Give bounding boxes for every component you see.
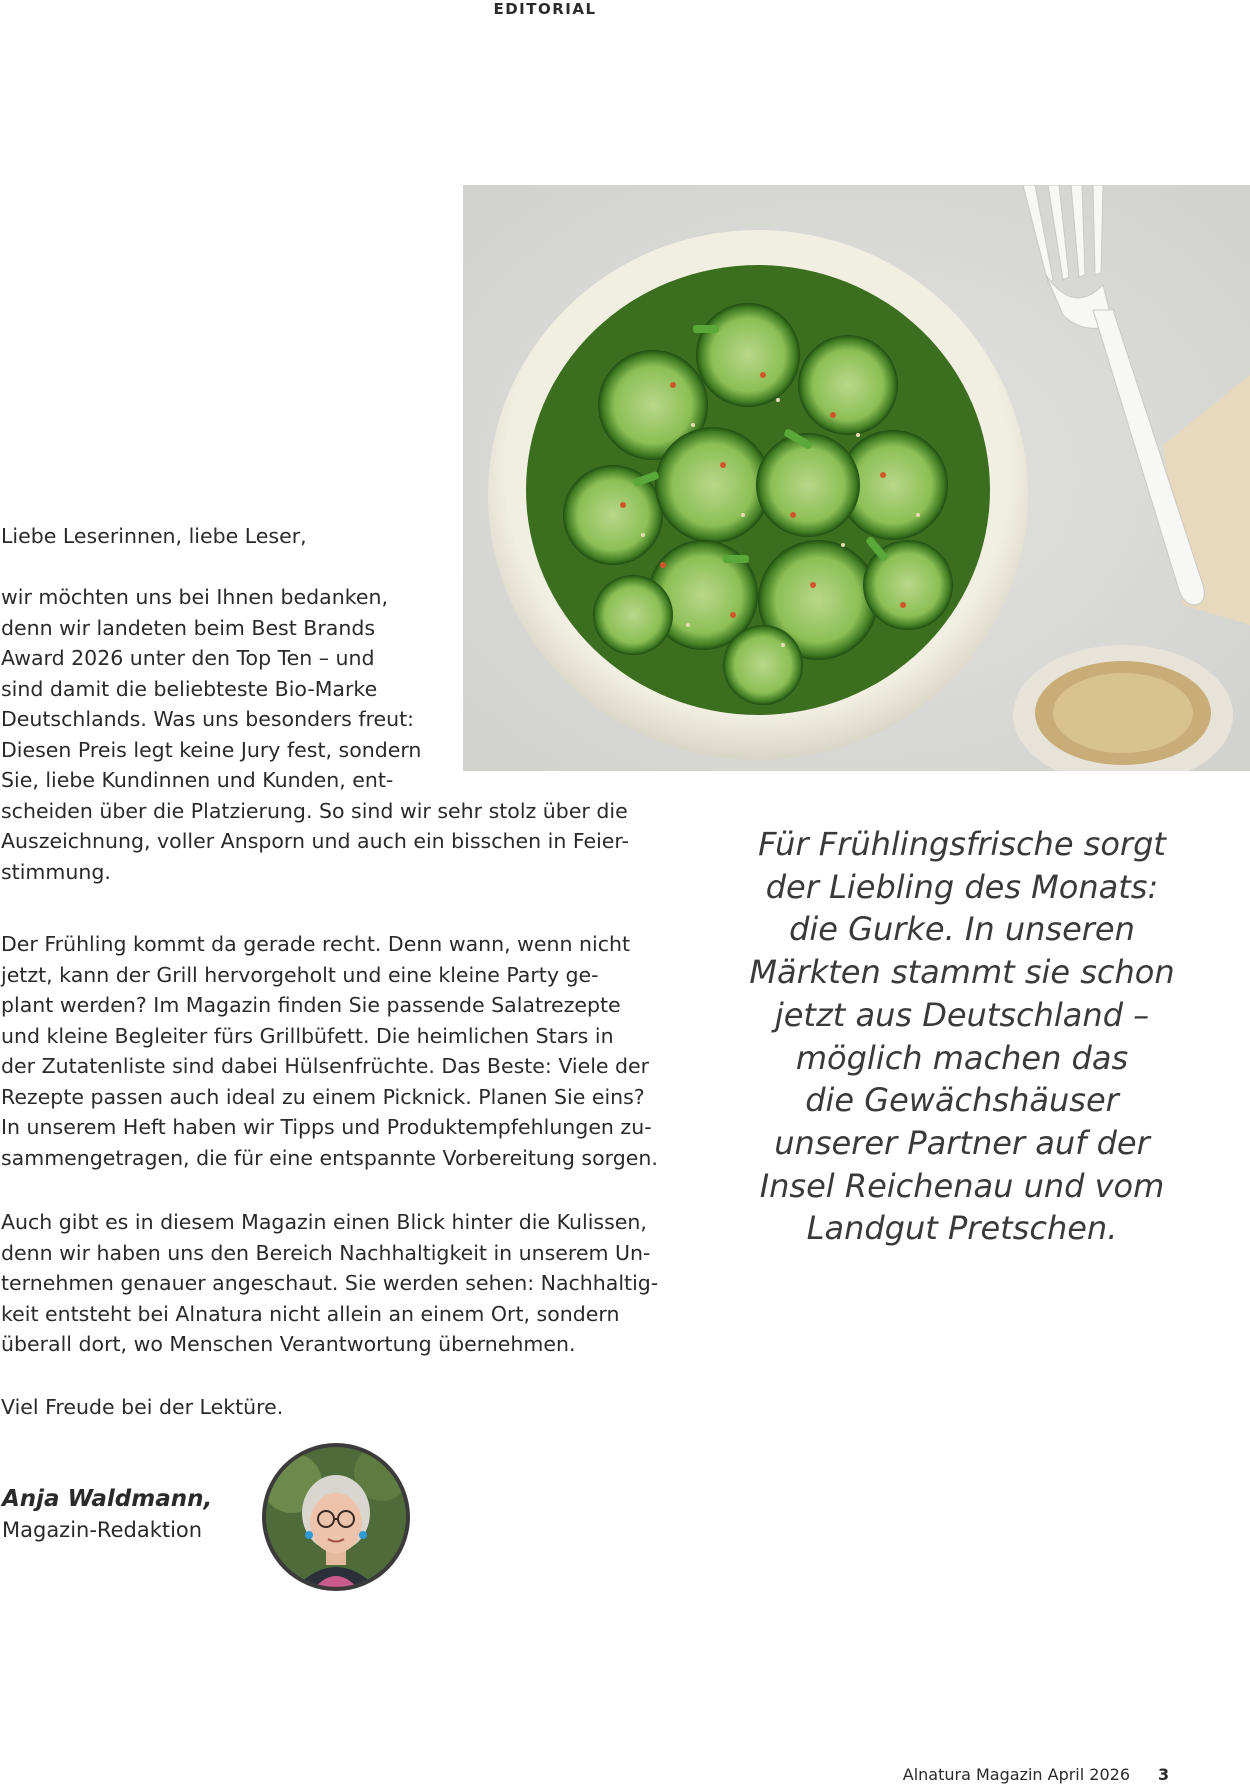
salutation: Liebe Leserinnen, liebe Leser, <box>1 524 307 548</box>
pull-quote: Für Frühlingsfrische sorgt der Liebling des Monats: die Gurke. In unseren Märkten stammt sie schon jetzt aus Deutschland – möglich machen das die Gewächshäuser unserer Partner auf der Insel Reichenau und vom Landgut Pretschen. <box>749 825 1175 1248</box>
editorial-paragraph-1: wir möchten uns bei Ihnen bedanken, denn wir landeten beim Best Brands Award 2026 unter den Top Ten – und sind damit die beliebteste Bio-Marke Deutschlands. Was uns besonders freut: Diesen Preis legt keine Jury fest, sondern Sie, liebe Kundinnen und Kunden, ent- scheiden über die Platzierung. So sind wir sehr stolz über die Auszeichnung, voller Ansporn und auch ein bisschen in Feier- stimmung. <box>1 585 629 884</box>
page-number: 3 <box>1158 1765 1170 1784</box>
closing-line: Viel Freude bei der Lektüre. <box>1 1395 284 1419</box>
editorial-paragraph-3: Auch gibt es in diesem Magazin einen Blick hinter die Kulissen, denn wir haben uns den Bereich Nachhaltigkeit in unserem Un- ternehmen genauer angeschaut. Sie werden sehen: Nachhaltig- keit entsteht bei Alnatura nicht allein an einem Ort, sondern überall dort, wo Menschen Verantwortung übernehmen. <box>1 1210 659 1356</box>
footer-magazine-title: Alnatura Magazin April 2026 <box>902 1765 1130 1784</box>
signature-name: Anja Waldmann, <box>2 1486 213 1512</box>
signature-role: Magazin-Redaktion <box>2 1518 203 1542</box>
avatar <box>262 1443 410 1591</box>
editorial-paragraph-2: Der Frühling kommt da gerade recht. Denn wann, wenn nicht jetzt, kann der Grill hervorgeholt und eine kleine Party ge- plant werden? Im Magazin finden Sie passende Salatrezepte und kleine Begleiter fürs Grillbüfett. Die heimlichen Stars in der Zutatenliste sind dabei Hülsenfrüchte. Das Beste: Viele der Rezepte passen auch ideal zu einem Picknick. Planen Sie eins? In unserem Heft haben wir Tipps und Produktempfehlungen zu- sammengetragen, die für eine entspannte Vorbereitung sorgen. <box>1 932 658 1170</box>
section-label: EDITORIAL <box>493 0 597 18</box>
